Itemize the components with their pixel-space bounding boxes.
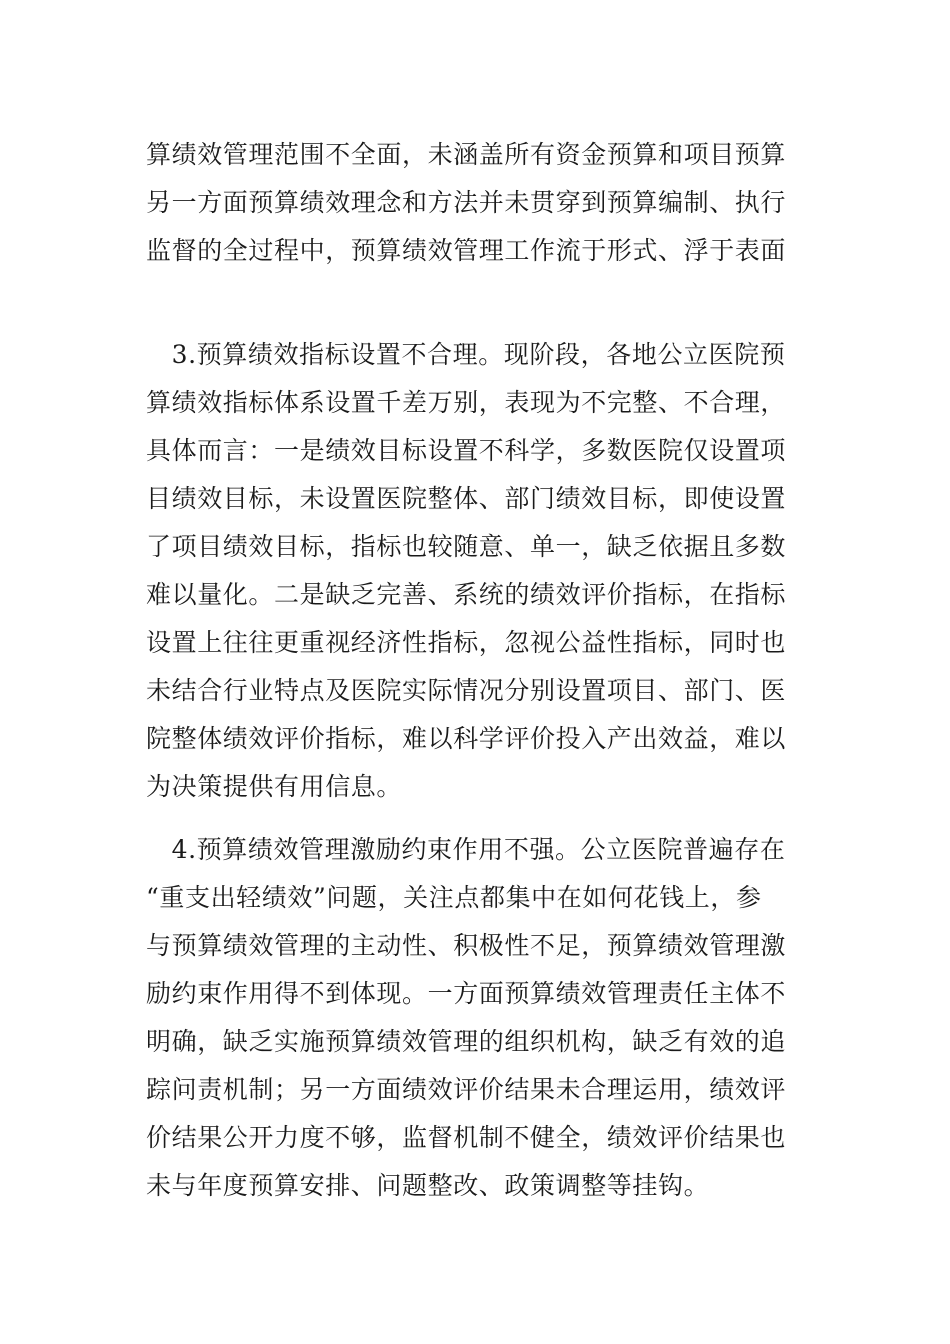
text-line: 明确，缺乏实施预算绩效管理的组织机构，缺乏有效的追 bbox=[146, 1027, 787, 1056]
paragraph-budget-scope bbox=[146, 131, 806, 275]
text-line: 另一方面预算绩效理念和方法并未贯穿到预算编制、执行 bbox=[146, 188, 787, 217]
text-line: 4.预算绩效管理激励约束作用不强。公立医院普遍存在 bbox=[146, 835, 786, 864]
text-line: 算绩效管理范围不全面，未涵盖所有资金预算和项目预算 bbox=[146, 140, 787, 169]
text-line: 算绩效指标体系设置千差万别，表现为不完整、不合理， bbox=[146, 388, 787, 417]
text-line: 院整体绩效评价指标，难以科学评价投入产出效益，难以 bbox=[146, 724, 787, 753]
text-line: “重支出轻绩效”问题，关注点都集中在如何花钱上，参 bbox=[146, 883, 762, 912]
text-line: 踪问责机制；另一方面绩效评价结果未合理运用，绩效评 bbox=[146, 1075, 787, 1104]
text-line: 具体而言：一是绩效目标设置不科学，多数医院仅设置项 bbox=[146, 436, 787, 465]
text-line: 未结合行业特点及医院实际情况分别设置项目、部门、医 bbox=[146, 676, 787, 705]
text-line: 监督的全过程中，预算绩效管理工作流于形式、浮于表面 bbox=[146, 236, 787, 265]
text-line: 为决策提供有用信息。 bbox=[146, 772, 403, 801]
text-line: 难以量化。二是缺乏完善、系统的绩效评价指标，在指标 bbox=[146, 580, 787, 609]
paragraph-indicator-setting bbox=[146, 331, 806, 811]
text-line: 未与年度预算安排、问题整改、政策调整等挂钩。 bbox=[146, 1171, 710, 1200]
text-line: 了项目绩效目标，指标也较随意、单一，缺乏依据且多数 bbox=[146, 532, 787, 561]
paragraph-incentive-constraint bbox=[146, 826, 806, 1210]
text-line: 3.预算绩效指标设置不合理。现阶段，各地公立医院预 bbox=[146, 340, 786, 369]
text-line: 设置上往往更重视经济性指标，忽视公益性指标，同时也 bbox=[146, 628, 787, 657]
text-line: 目绩效目标，未设置医院整体、部门绩效目标，即使设置 bbox=[146, 484, 787, 513]
text-line: 价结果公开力度不够，监督机制不健全，绩效评价结果也 bbox=[146, 1123, 787, 1152]
text-line: 与预算绩效管理的主动性、积极性不足，预算绩效管理激 bbox=[146, 931, 787, 960]
text-line: 励约束作用得不到体现。一方面预算绩效管理责任主体不 bbox=[146, 979, 787, 1008]
